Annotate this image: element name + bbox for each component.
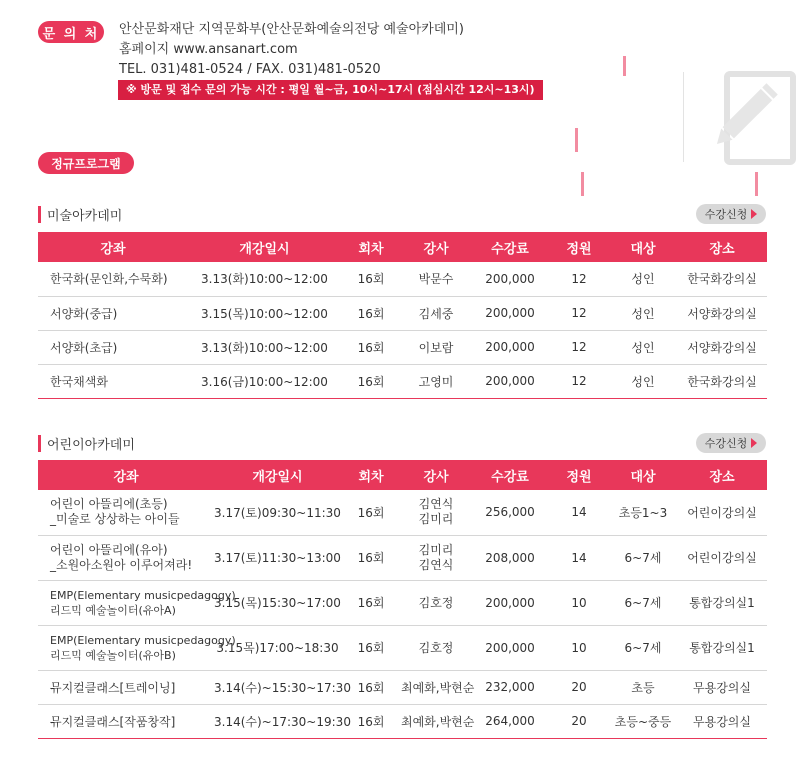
- header-capacity: 정원: [549, 460, 609, 490]
- fee-cell: 200,000: [471, 580, 549, 625]
- fee-cell: 200,000: [471, 330, 549, 364]
- course-line: 리드믹 예술놀이터(유아A): [50, 603, 176, 617]
- art-apply-button[interactable]: [696, 204, 766, 224]
- instructor-line: 김연식: [418, 497, 454, 512]
- table-row: [38, 490, 767, 535]
- title-bar: [38, 435, 41, 452]
- inquiry-badge: 문 의 처: [38, 21, 104, 43]
- fee-cell: 208,000: [471, 535, 549, 580]
- course-line: EMP(Elementary musicpedagogy): [50, 588, 236, 602]
- title-bar: [38, 206, 41, 223]
- table-row: [38, 262, 767, 296]
- sessions-cell: 16회: [341, 262, 401, 296]
- sessions-cell: 16회: [341, 704, 401, 738]
- header-sessions: 회차: [341, 232, 401, 262]
- start-cell: 3.15(목)10:00~12:00: [188, 296, 341, 330]
- header-sessions: 회차: [341, 460, 401, 490]
- sessions-cell: 16회: [341, 625, 401, 670]
- instructor-line: 김미리: [418, 512, 454, 527]
- header-course: 강좌: [38, 232, 188, 262]
- course-cell: 한국화(문인화,수묵화): [38, 262, 188, 296]
- fee-cell: 232,000: [471, 670, 549, 704]
- course-line: EMP(Elementary musicpedagogy): [50, 633, 236, 647]
- target-cell: 초등~중등: [609, 704, 677, 738]
- header-capacity: 정원: [549, 232, 609, 262]
- place-cell: 통합강의실1: [677, 625, 767, 670]
- place-cell: 서양화강의실: [677, 330, 767, 364]
- fee-cell: 200,000: [471, 262, 549, 296]
- course-cell: [38, 535, 214, 580]
- sessions-cell: 16회: [341, 296, 401, 330]
- course-cell: 서양화(중급): [38, 296, 188, 330]
- sessions-cell: 16회: [341, 490, 401, 535]
- start-cell: 3.17(토)09:30~11:30: [214, 490, 341, 535]
- start-cell: 3.13(화)10:00~12:00: [188, 262, 341, 296]
- instructor-line: 김연식: [418, 557, 454, 572]
- header-course: 강좌: [38, 460, 214, 490]
- visit-hours-notice: ※ 방문 및 접수 문의 가능 시간 : 평일 월~금, 10시~17시 (점심시간 12시~13시): [118, 80, 543, 100]
- target-cell: 6~7세: [609, 580, 677, 625]
- decor-line: [683, 72, 684, 162]
- place-cell: 한국화강의실: [677, 364, 767, 398]
- table-row: [38, 296, 767, 330]
- instructor-cell: 최예화,박현순: [401, 704, 471, 738]
- header-target: 대상: [609, 460, 677, 490]
- start-cell: 3.15목)17:00~18:30: [214, 625, 341, 670]
- table-row: [38, 364, 767, 398]
- instructor-cell: 박문수: [401, 262, 471, 296]
- sessions-cell: 16회: [341, 580, 401, 625]
- memo-pencil-icon: [703, 70, 797, 166]
- course-line: 어린이 아뜰리에(유아): [50, 542, 168, 557]
- sessions-cell: 16회: [341, 330, 401, 364]
- fee-cell: 264,000: [471, 704, 549, 738]
- triangle-right-icon: [751, 438, 757, 448]
- kids-apply-button[interactable]: [696, 433, 766, 453]
- contact-homepage: 홈페이지 www.ansanart.com: [119, 42, 298, 57]
- header-instructor: 강사: [401, 232, 471, 262]
- place-cell: 무용강의실: [677, 704, 767, 738]
- header-instructor: 강사: [401, 460, 471, 490]
- course-cell: 한국채색화: [38, 364, 188, 398]
- start-cell: 3.15(목)15:30~17:00: [214, 580, 341, 625]
- capacity-cell: 12: [549, 330, 609, 364]
- start-cell: 3.17(토)11:30~13:00: [214, 535, 341, 580]
- header-target: 대상: [609, 232, 677, 262]
- course-line: _미술로 상상하는 아이들: [50, 512, 180, 527]
- instructor-cell: [401, 490, 471, 535]
- instructor-cell: 이보람: [401, 330, 471, 364]
- capacity-cell: 10: [549, 580, 609, 625]
- art-academy-title-text: 미술아카데미: [47, 208, 123, 224]
- header-start: 개강일시: [214, 460, 341, 490]
- kids-academy-title: [38, 434, 135, 452]
- instructor-cell: 김세중: [401, 296, 471, 330]
- sessions-cell: 16회: [341, 364, 401, 398]
- capacity-cell: 20: [549, 704, 609, 738]
- start-cell: 3.14(수)~17:30~19:30: [214, 704, 341, 738]
- header-place: 장소: [677, 460, 767, 490]
- contact-info: [119, 20, 464, 80]
- fee-cell: 200,000: [471, 296, 549, 330]
- sessions-cell: 16회: [341, 670, 401, 704]
- art-academy-title: [38, 205, 122, 223]
- fee-cell: 256,000: [471, 490, 549, 535]
- target-cell: 초등: [609, 670, 677, 704]
- table-row: [38, 625, 767, 670]
- target-cell: 6~7세: [609, 625, 677, 670]
- place-cell: 서양화강의실: [677, 296, 767, 330]
- target-cell: 성인: [609, 296, 677, 330]
- instructor-cell: [401, 535, 471, 580]
- kids-academy-table: [38, 460, 767, 739]
- table-row: [38, 330, 767, 364]
- capacity-cell: 12: [549, 296, 609, 330]
- target-cell: 성인: [609, 262, 677, 296]
- table-row: [38, 580, 767, 625]
- start-cell: 3.14(수)~15:30~17:30: [214, 670, 341, 704]
- place-cell: 어린이강의실: [677, 490, 767, 535]
- course-line: 리드믹 예술놀이터(유아B): [50, 648, 176, 662]
- sessions-cell: 16회: [341, 535, 401, 580]
- kids-academy-title-text: 어린이아카데미: [47, 437, 135, 453]
- regular-program-badge: 정규프로그램: [38, 152, 134, 174]
- capacity-cell: 10: [549, 625, 609, 670]
- decor-bar: [623, 56, 626, 76]
- instructor-cell: 고영미: [401, 364, 471, 398]
- place-cell: 어린이강의실: [677, 535, 767, 580]
- instructor-line: 김미리: [418, 542, 454, 557]
- target-cell: 6~7세: [609, 535, 677, 580]
- fee-cell: 200,000: [471, 364, 549, 398]
- instructor-cell: 김호정: [401, 580, 471, 625]
- apply-button-label: 수강신청: [704, 208, 748, 221]
- course-line: _소원아소원아 이루어져라!: [50, 557, 193, 572]
- capacity-cell: 14: [549, 535, 609, 580]
- start-cell: 3.13(화)10:00~12:00: [188, 330, 341, 364]
- capacity-cell: 14: [549, 490, 609, 535]
- place-cell: 통합강의실1: [677, 580, 767, 625]
- course-line: 어린이 아뜰리에(초등): [50, 497, 168, 512]
- course-cell: 뮤지컬클래스[트레이닝]: [38, 670, 214, 704]
- start-cell: 3.16(금)10:00~12:00: [188, 364, 341, 398]
- contact-org: 안산문화재단 지역문화부(안산문화예술의전당 예술아카데미): [119, 22, 464, 37]
- table-row: [38, 670, 767, 704]
- capacity-cell: 12: [549, 364, 609, 398]
- capacity-cell: 20: [549, 670, 609, 704]
- fee-cell: 200,000: [471, 625, 549, 670]
- place-cell: 한국화강의실: [677, 262, 767, 296]
- decor-bar: [575, 128, 578, 152]
- course-cell: [38, 490, 214, 535]
- course-cell: [38, 625, 236, 670]
- table-row: [38, 535, 767, 580]
- header-fee: 수강료: [471, 460, 549, 490]
- instructor-cell: 최예화,박현순: [401, 670, 471, 704]
- target-cell: 성인: [609, 364, 677, 398]
- decor-bar: [581, 172, 584, 196]
- header-place: 장소: [677, 232, 767, 262]
- capacity-cell: 12: [549, 262, 609, 296]
- instructor-cell: 김호정: [401, 625, 471, 670]
- course-cell: 뮤지컬클래스[작품창작]: [38, 704, 214, 738]
- table-header-row: [38, 460, 767, 490]
- apply-button-label: 수강신청: [704, 437, 748, 450]
- contact-phone: TEL. 031)481-0524 / FAX. 031)481-0520: [119, 62, 381, 77]
- table-row: [38, 704, 767, 738]
- header-fee: 수강료: [471, 232, 549, 262]
- triangle-right-icon: [751, 209, 757, 219]
- decor-bar: [755, 172, 758, 196]
- target-cell: 성인: [609, 330, 677, 364]
- header-start: 개강일시: [188, 232, 341, 262]
- art-academy-table: [38, 232, 767, 399]
- table-header-row: [38, 232, 767, 262]
- course-cell: 서양화(초급): [38, 330, 188, 364]
- target-cell: 초등1~3: [609, 490, 677, 535]
- place-cell: 무용강의실: [677, 670, 767, 704]
- course-cell: [38, 580, 236, 625]
